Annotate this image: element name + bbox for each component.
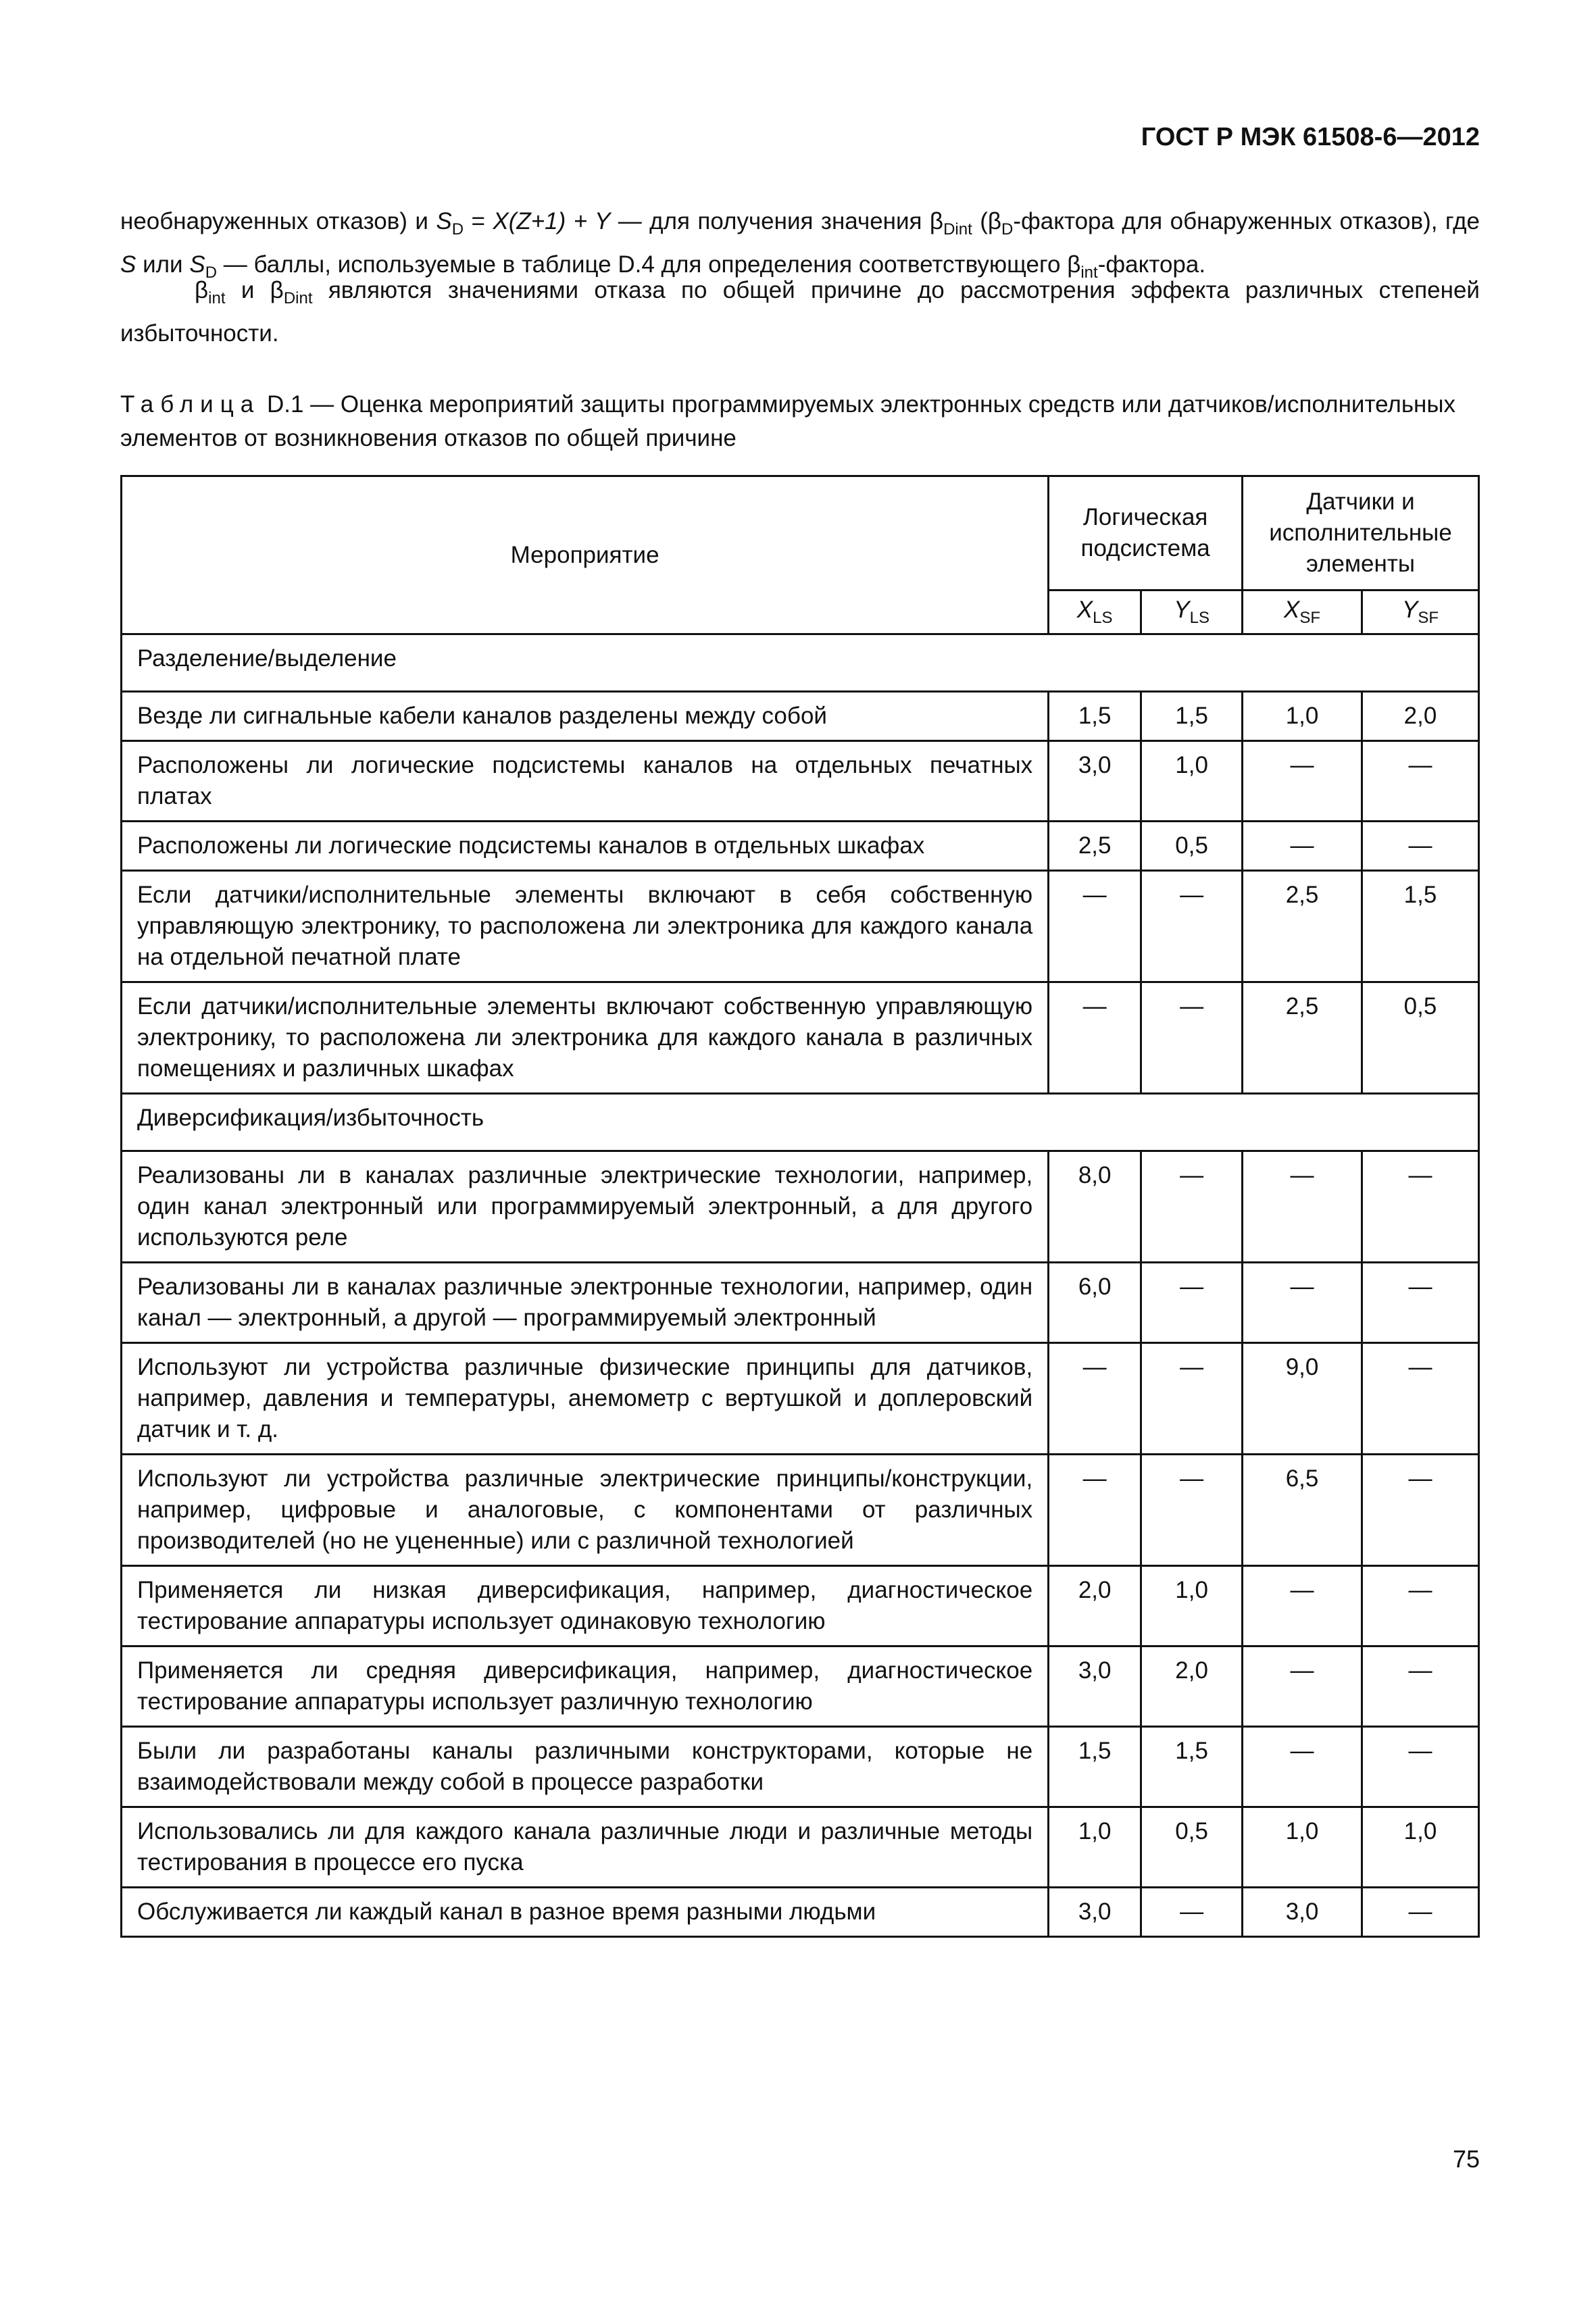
value-cell-xsf: 3,0 (1243, 1888, 1362, 1937)
value-cell-ysf: — (1362, 1727, 1479, 1807)
value-cell-ysf: — (1362, 1151, 1479, 1263)
measure-cell: Обслуживается ли каждый канал в разное время разными людьми (122, 1888, 1049, 1937)
value-cell-ysf: — (1362, 741, 1479, 822)
header-sensors-actuators: Датчики и исполнительные элементы (1243, 476, 1479, 590)
value-cell-yls: — (1141, 1343, 1243, 1455)
value-cell-xsf: 2,5 (1243, 982, 1362, 1094)
measure-cell: Используют ли устройства различные физические принципы для датчиков, например, давления и температуры, анемометр с вертушкой и доплеровский датчик и т. д. (122, 1343, 1049, 1455)
table-row (122, 1727, 1479, 1807)
measure-cell: Реализованы ли в каналах различные электронные технологии, например, один канал — электронный, а другой — программируемый электронный (122, 1263, 1049, 1343)
value-cell-xsf: 1,0 (1243, 692, 1362, 741)
page-number: 75 (1452, 2145, 1480, 2173)
value-cell-xsf: 1,0 (1243, 1807, 1362, 1888)
value-cell-yls: 2,0 (1141, 1646, 1243, 1727)
table-row (122, 871, 1479, 982)
value-cell-ysf: 0,5 (1362, 982, 1479, 1094)
value-cell-yls: 1,0 (1141, 1566, 1243, 1646)
value-cell-ysf: — (1362, 1888, 1479, 1937)
value-cell-xls: 1,5 (1049, 1727, 1141, 1807)
section-row (122, 1094, 1479, 1151)
value-cell-xsf: — (1243, 1151, 1362, 1263)
table-row (122, 982, 1479, 1094)
value-cell-yls: 0,5 (1141, 822, 1243, 871)
value-cell-yls: — (1141, 871, 1243, 982)
header-measure: Мероприятие (122, 476, 1049, 634)
value-cell-ysf: — (1362, 822, 1479, 871)
value-cell-yls: 1,0 (1141, 741, 1243, 822)
measure-cell: Расположены ли логические подсистемы каналов на отдельных печатных платах (122, 741, 1049, 822)
value-cell-xls: 3,0 (1049, 1646, 1141, 1727)
ccf-measures-table (120, 475, 1480, 1938)
table-row (122, 1566, 1479, 1646)
table-row (122, 1455, 1479, 1566)
measure-cell: Если датчики/исполнительные элементы включают в себя собственную управляющую электронику, то расположена ли электроника для каждого канала на отдельной печатной плате (122, 871, 1049, 982)
value-cell-ysf: 1,0 (1362, 1807, 1479, 1888)
value-cell-ysf: — (1362, 1263, 1479, 1343)
section-row (122, 634, 1479, 692)
measure-cell: Применяется ли средняя диверсификация, например, диагностическое тестирование аппаратуры использует различную технологию (122, 1646, 1049, 1727)
value-cell-yls: 0,5 (1141, 1807, 1243, 1888)
table-body (122, 634, 1479, 1937)
value-cell-xsf: — (1243, 1263, 1362, 1343)
value-cell-xsf: — (1243, 1566, 1362, 1646)
value-cell-xls: 3,0 (1049, 741, 1141, 822)
measure-cell: Если датчики/исполнительные элементы включают собственную управляющую электронику, то расположена ли электроника для каждого канала в различных помещениях и различных шкафах (122, 982, 1049, 1094)
table-row (122, 1807, 1479, 1888)
section-title: Диверсификация/избыточность (122, 1094, 1479, 1151)
value-cell-xls: — (1049, 1455, 1141, 1566)
value-cell-xls: 8,0 (1049, 1151, 1141, 1263)
value-cell-ysf: — (1362, 1566, 1479, 1646)
value-cell-xsf: — (1243, 822, 1362, 871)
value-cell-yls: — (1141, 1151, 1243, 1263)
document-code: ГОСТ Р МЭК 61508-6—2012 (1141, 123, 1480, 151)
measure-cell: Использовались ли для каждого канала различные люди и различные методы тестирования в процессе его пуска (122, 1807, 1049, 1888)
value-cell-xls: 2,5 (1049, 822, 1141, 871)
measure-cell: Везде ли сигнальные кабели каналов разделены между собой (122, 692, 1049, 741)
value-cell-ysf: — (1362, 1646, 1479, 1727)
value-cell-yls: — (1141, 982, 1243, 1094)
value-cell-yls: 1,5 (1141, 692, 1243, 741)
value-cell-xls: — (1049, 982, 1141, 1094)
value-cell-ysf: — (1362, 1455, 1479, 1566)
table-row (122, 741, 1479, 822)
value-cell-yls: 1,5 (1141, 1727, 1243, 1807)
value-cell-xsf: — (1243, 1727, 1362, 1807)
value-cell-xsf: 2,5 (1243, 871, 1362, 982)
value-cell-yls: — (1141, 1455, 1243, 1566)
section-title: Разделение/выделение (122, 634, 1479, 692)
value-cell-xls: — (1049, 871, 1141, 982)
header-logic-subsystem: Логическая подсистема (1049, 476, 1243, 590)
intro-paragraph-1: необнаруженных отказов) и $S_D = X(Z+1) + Y$ — для получения значения $\beta_{Dint}$ ($\beta_D$-фактора для обнаруженных отказов), где S или $S_D$ — баллы, используемые в таблице D.4 для определения соответствующего $\beta_{int}$-фактора. (120, 208, 1480, 282)
value-cell-xls: 1,5 (1049, 692, 1141, 741)
table-row (122, 822, 1479, 871)
value-cell-xls: 6,0 (1049, 1263, 1141, 1343)
value-cell-ysf: 2,0 (1362, 692, 1479, 741)
header-ysf: $Y_{SF}$ (1362, 590, 1479, 634)
value-cell-xsf: 6,5 (1243, 1455, 1362, 1566)
value-cell-xls: 2,0 (1049, 1566, 1141, 1646)
header-xsf: $X_{SF}$ (1243, 590, 1362, 634)
value-cell-xsf: 9,0 (1243, 1343, 1362, 1455)
value-cell-xls: 1,0 (1049, 1807, 1141, 1888)
table-row (122, 1263, 1479, 1343)
table-row (122, 1151, 1479, 1263)
value-cell-xls: — (1049, 1343, 1141, 1455)
measure-cell: Расположены ли логические подсистемы каналов в отдельных шкафах (122, 822, 1049, 871)
value-cell-yls: — (1141, 1888, 1243, 1937)
value-cell-xls: 3,0 (1049, 1888, 1141, 1937)
measure-cell: Используют ли устройства различные электрические принципы/конструкции, например, цифровые и аналоговые, с компонентами от различных производителей (но не уцененные) или с различной технологией (122, 1455, 1049, 1566)
measure-cell: Были ли разработаны каналы различными конструкторами, которые не взаимодействовали между собой в процессе разработки (122, 1727, 1049, 1807)
intro-paragraph-2: $\beta_{int}$ и $\beta_{Dint}$ являются значениями отказа по общей причине до рассмотрения эффекта различных степеней избыточности. (120, 277, 1480, 347)
header-xls: $X_{LS}$ (1049, 590, 1141, 634)
value-cell-ysf: 1,5 (1362, 871, 1479, 982)
table-row (122, 1343, 1479, 1455)
table-caption: Таблица D.1 — Оценка мероприятий защиты программируемых электронных средств или датчиков/исполнительных элементов от возникновения отказов по общей причине (120, 391, 1456, 451)
table-row (122, 692, 1479, 741)
table-row (122, 1888, 1479, 1937)
table-row (122, 1646, 1479, 1727)
value-cell-ysf: — (1362, 1343, 1479, 1455)
value-cell-xsf: — (1243, 741, 1362, 822)
value-cell-xsf: — (1243, 1646, 1362, 1727)
measure-cell: Реализованы ли в каналах различные электрические технологии, например, один канал электронный или программируемый электронный, а для другого используются реле (122, 1151, 1049, 1263)
measure-cell: Применяется ли низкая диверсификация, например, диагностическое тестирование аппаратуры использует одинаковую технологию (122, 1566, 1049, 1646)
header-yls: $Y_{LS}$ (1141, 590, 1243, 634)
value-cell-yls: — (1141, 1263, 1243, 1343)
